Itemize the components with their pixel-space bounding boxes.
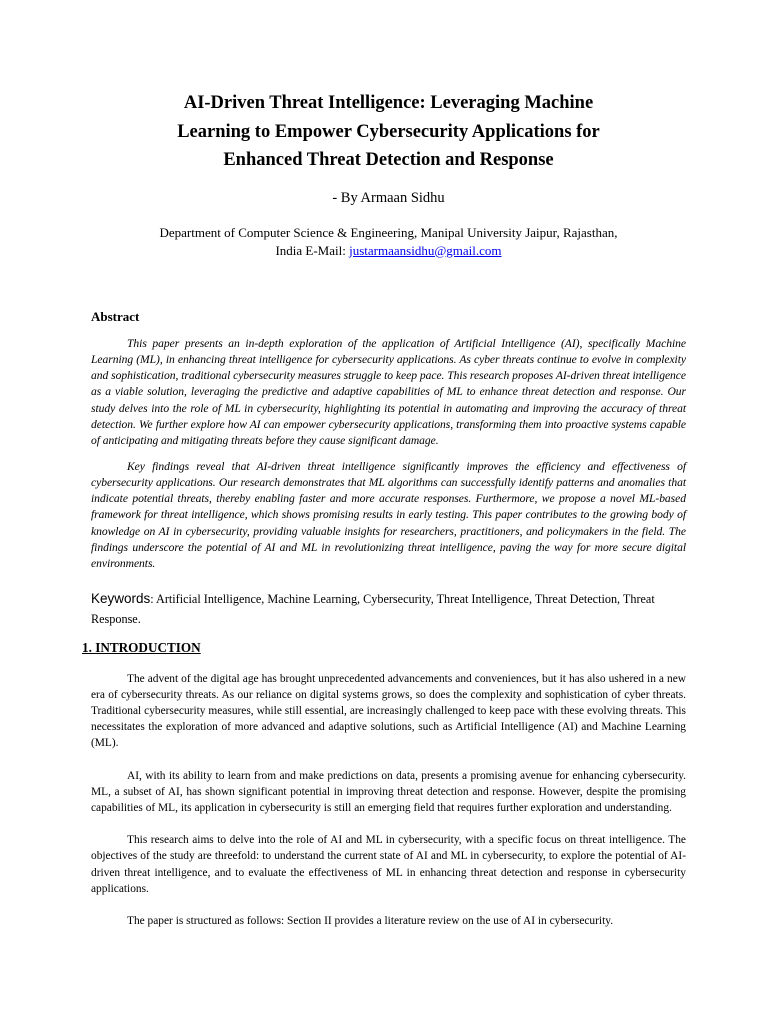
email-link[interactable]: justarmaansidhu@gmail.com (349, 242, 502, 258)
keywords-label: Keywords (91, 590, 151, 606)
title-line-3: Enhanced Threat Detection and Response (223, 150, 554, 170)
keywords (91, 589, 686, 629)
email-label: India E-Mail: (275, 242, 350, 258)
section-heading-introduction: 1. INTRODUCTION (82, 639, 201, 655)
title-line-1: AI-Driven Threat Intelligence: Leveraging Machine (183, 93, 594, 113)
intro-paragraph-3: This research aims to delve into the role of AI and ML in cybersecurity, with a specific focus on threat intelligence. The objectives of the study are threefold: to understand the current state of AI and ML in cybersecurity, to explore the potential of AI-driven threat intelligence, and to evaluate the effectiveness of ML in enhancing threat detection and response in cybersecurity applications. (91, 834, 686, 895)
affiliation-line-1: Department of Computer Science & Engineering, Manipal University Jaipur, Rajasthan, (159, 224, 618, 240)
keywords-list: : Artificial Intelligence, Machine Learning, Cybersecurity, Threat Intelligence, Threat Detection, Threat Response. (91, 591, 655, 626)
affiliation (91, 224, 686, 260)
abstract-heading: Abstract (91, 308, 140, 324)
introduction-body (91, 671, 686, 930)
intro-paragraph-2: AI, with its ability to learn from and make predictions on data, presents a promising avenue for enhancing cybersecurity. ML, a subset of AI, has shown significant potential in improving threat detection and response. However, despite the promising capabilities of ML, its application in cybersecurity is still an emerging field that requires further exploration and understanding. (91, 769, 686, 815)
author-line: - By Armaan Sidhu (332, 189, 445, 206)
abstract-paragraph-1: This paper presents an in-depth exploration of the application of Artificial Intelligence (AI), specifically Machine Learning (ML), in enhancing threat intelligence for cybersecurity applications. As cyber threats continue to evolve in complexity and sophistication, traditional cybersecurity measures struggle to keep pace. This research proposes AI-driven threat intelligence as a viable solution, leveraging the predictive and adaptive capabilities of ML to enhance threat detection and response. Our study delves into the role of ML in cybersecurity, highlighting its potential in automating and improving the accuracy of threat detection. We further explore how AI can empower cybersecurity applications, transforming them into proactive systems capable of anticipating and mitigating threats before they cause significant damage. (91, 336, 686, 448)
abstract-paragraph-2: Key findings reveal that AI-driven threat intelligence significantly improves the efficiency and effectiveness of cybersecurity applications. Our research demonstrates that ML algorithms can successfully identify patterns and anomalies that indicate potential threats, thereby enabling faster and more accurate responses. Furthermore, we propose a novel ML-based framework for threat intelligence, which shows promising results in early testing. This paper contributes to the growing body of knowledge on AI in cybersecurity, providing valuable insights for researchers, practitioners, and policymakers in the field. The findings underscore the potential of AI and ML in revolutionizing threat intelligence, paving the way for more secure digital environments. (91, 459, 686, 571)
affiliation-line-2 (91, 242, 686, 260)
intro-paragraph-4: The paper is structured as follows: Section II provides a literature review on the use of AI in cybersecurity. (127, 915, 614, 928)
title-line-2: Learning to Empower Cybersecurity Applications for (177, 121, 600, 142)
intro-paragraph-1: The advent of the digital age has brought unprecedented advancements and conveniences, but it has also ushered in a new era of cybersecurity threats. As our reliance on digital systems grows, so does the complexity and sophistication of cyber threats. Traditional cybersecurity measures, while still essential, are increasingly challenged to keep pace with these evolving threats. This necessitates the exploration of more advanced and adaptive solutions, such as Artificial Intelligence (AI) and Machine Learning (ML). (91, 672, 686, 750)
abstract-section (91, 309, 686, 573)
paper-title (91, 0, 686, 175)
